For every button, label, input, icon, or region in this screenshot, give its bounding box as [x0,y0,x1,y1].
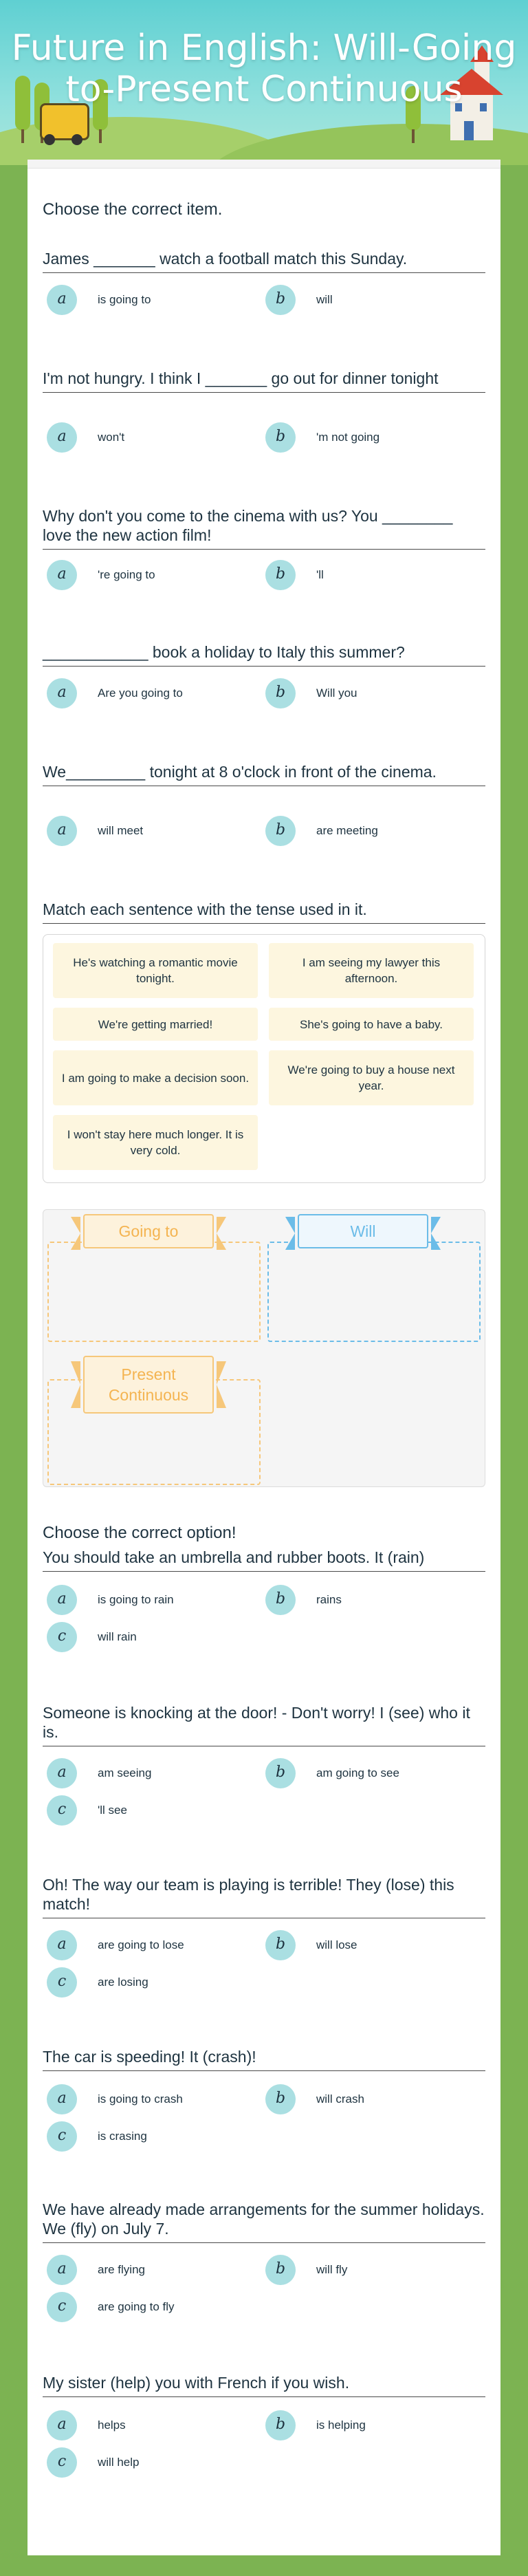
option-label: am seeing [98,1766,152,1779]
option-label: are meeting [316,824,378,837]
match-tile[interactable]: We're getting married! [53,1008,258,1041]
question-item [43,2373,485,2470]
question-item [43,1703,485,1818]
option-label: is going to [98,293,151,306]
option-label: are losing [98,1976,148,1989]
option-label: is going to crash [98,2092,183,2106]
match-tile[interactable]: We're going to buy a house next year. [269,1050,474,1105]
option-letter: b [265,1758,296,1788]
wheel-icon [44,134,55,145]
option-letter: a [47,560,77,590]
option-label: will lose [316,1938,358,1951]
instruction-text: Choose the correct option! [43,1524,236,1542]
question-item [43,1875,485,1990]
option-letter: a [47,422,77,453]
ribbon-tail [71,1361,80,1408]
question-item [43,369,485,445]
worksheet-sheet [28,160,500,2555]
group-label-present-continuous: Present Continuous [83,1356,214,1414]
drop-zone-going-to[interactable] [47,1242,261,1342]
option-letter: c [47,2121,77,2152]
option-letter: b [265,2410,296,2440]
option-label: helps [98,2418,126,2432]
option-letter: b [265,1585,296,1615]
option-label: is helping [316,2418,366,2432]
question-item [43,2200,485,2315]
ribbon-tail [285,1217,295,1250]
option-letter: b [265,678,296,708]
option-letter: a [47,2084,77,2114]
option-letter: b [265,1930,296,1960]
question-item [43,506,485,583]
matching-area [43,934,485,1183]
option-letter: b [265,2084,296,2114]
question-text: You should take an umbrella and rubber boots. It (rain) [43,1548,485,1572]
option-label: will help [98,2456,140,2469]
option-letter: c [47,1795,77,1826]
option-label: are flying [98,2263,145,2276]
question-text: My sister (help) you with French if you wish. [43,2373,485,2397]
question-item [43,2047,485,2144]
section2-instruction [43,1523,485,1544]
wheel-icon [72,134,82,145]
option-letter: a [47,2255,77,2285]
option-label: rains [316,1593,342,1606]
question-text: The car is speeding! It (crash)! [43,2047,485,2071]
question-item [43,249,485,307]
section1-instruction [43,199,485,220]
header-banner [0,0,528,165]
instruction-text: Choose the correct item. [43,200,223,219]
ribbon-tail [431,1217,441,1250]
match-tile[interactable]: I am going to make a decision soon. [53,1050,258,1105]
option-letter: b [265,2255,296,2285]
group-label-going-to: Going to [83,1214,214,1248]
option-label: Are you going to [98,686,183,700]
match-tile[interactable]: She's going to have a baby. [269,1008,474,1041]
option-label: 're going to [98,568,155,581]
question-item [43,642,485,701]
group-label-will: Will [298,1214,428,1248]
option-label: am going to see [316,1766,399,1779]
grouping-area [43,1209,485,1487]
question-text: We_________ tonight at 8 o'clock in front of the cinema. [43,762,485,786]
ribbon-tail [71,1217,80,1250]
question-item [43,1548,485,1645]
option-letter: a [47,2410,77,2440]
match-tile[interactable]: I won't stay here much longer. It is very cold. [53,1115,258,1170]
option-label: will [316,293,333,306]
option-label: will crash [316,2092,364,2106]
option-letter: b [265,422,296,453]
option-label: are going to lose [98,1938,184,1951]
option-label: Will you [316,686,358,700]
option-letter: a [47,285,77,315]
option-letter: a [47,1585,77,1615]
question-text: We have already made arrangements for the summer holidays. We (fly) on July 7. [43,2200,485,2243]
matching-instruction [43,900,485,924]
option-label: are going to fly [98,2300,175,2313]
match-tile[interactable]: He's watching a romantic movie tonight. [53,943,258,998]
option-label: will rain [98,1630,137,1643]
option-letter: a [47,816,77,846]
option-letter: b [265,560,296,590]
option-letter: b [265,285,296,315]
question-text: ____________ book a holiday to Italy this summer? [43,642,485,667]
question-item [43,762,485,838]
question-text: I'm not hungry. I think I _______ go out for dinner tonight [43,369,485,393]
option-letter: a [47,1758,77,1788]
option-label: 'll [316,568,324,581]
option-label: will meet [98,824,144,837]
option-letter: c [47,2292,77,2322]
question-text: Why don't you come to the cinema with us? You ________ love the new action film! [43,506,485,550]
ribbon-tail [217,1217,226,1250]
worksheet-title: Future in English: Will-Going to-Present Continuous [11,28,517,110]
option-letter: c [47,2447,77,2478]
option-letter: a [47,1930,77,1960]
option-label: 'll see [98,1804,127,1817]
option-letter: c [47,1967,77,1998]
option-label: 'm not going [316,431,380,444]
option-letter: c [47,1622,77,1652]
match-tile[interactable]: I am seeing my lawyer this afternoon. [269,943,474,998]
question-text: Match each sentence with the tense used in it. [43,900,485,924]
option-letter: a [47,678,77,708]
option-label: will fly [316,2263,348,2276]
option-letter: b [265,816,296,846]
question-text: James _______ watch a football match this Sunday. [43,249,485,273]
drop-zone-will[interactable] [267,1242,481,1342]
ribbon-tail [217,1361,226,1408]
option-label: is crasing [98,2130,147,2143]
sheet-top-bar [28,160,500,169]
house-door [464,121,474,140]
question-text: Oh! The way our team is playing is terrible! They (lose) this match! [43,1875,485,1918]
option-label: is going to rain [98,1593,174,1606]
question-text: Someone is knocking at the door! - Don't worry! I (see) who it is. [43,1703,485,1746]
option-label: won't [98,431,125,444]
